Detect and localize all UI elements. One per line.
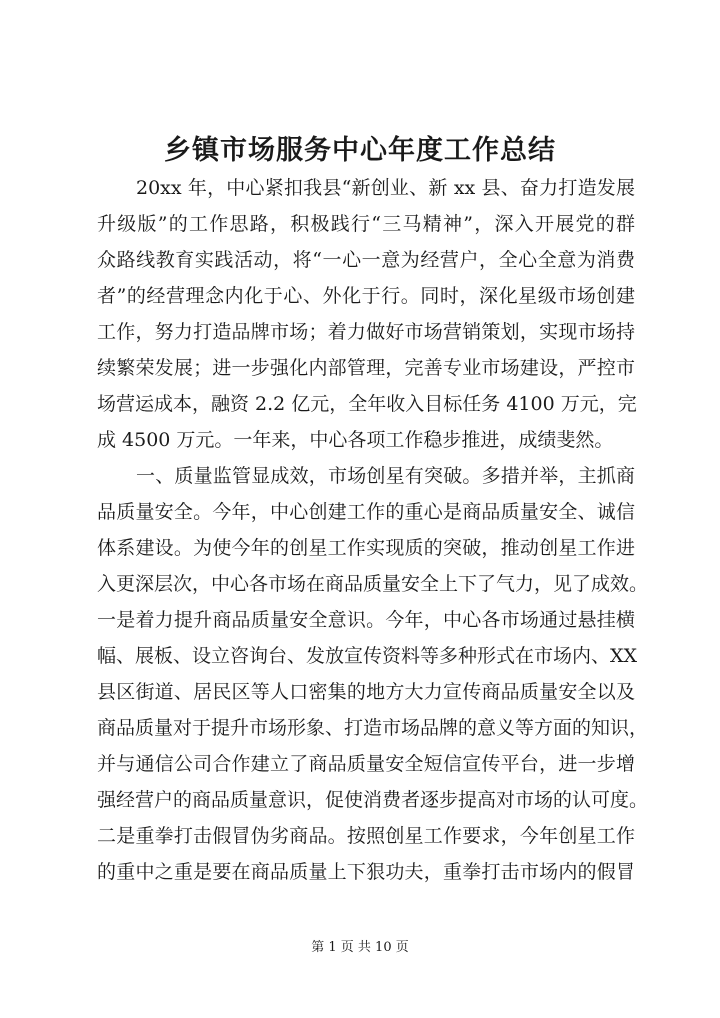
page-footer: 第 1 页 共 10 页 <box>311 940 409 955</box>
paragraph-line: 一是着力提升商品质量安全意识。今年，中心各市场通过悬挂横 <box>97 609 635 631</box>
paragraph-line: 众路线教育实践活动，将“一心一意为经营户，全心全意为消费 <box>97 249 635 271</box>
paragraph-line: 幅、展板、设立咨询台、发放宣传资料等多种形式在市场内、XX <box>97 645 638 667</box>
paragraph-line: 续繁荣发展；进一步强化内部管理，完善专业市场建设，严控市 <box>97 357 635 379</box>
paragraph-line: 一、质量监管显成效，市场创星有突破。多措并举，主抓商 <box>136 465 635 487</box>
paragraph-line: 体系建设。为使今年的创星工作实现质的突破，推动创星工作进 <box>97 537 635 559</box>
paragraph-line: 并与通信公司合作建立了商品质量安全短信宣传平台，进一步增 <box>97 753 635 775</box>
paragraph-line: 成 4500 万元。一年来，中心各项工作稳步推进，成绩斐然。 <box>97 429 614 451</box>
paragraph-line: 二是重拳打击假冒伪劣商品。按照创星工作要求，今年创星工作 <box>97 825 635 847</box>
paragraph-line: 的重中之重是要在商品质量上下狠功夫，重拳打击市场内的假冒 <box>97 861 635 883</box>
paragraph-line: 商品质量对于提升市场形象、打造市场品牌的意义等方面的知识， <box>97 717 649 739</box>
paragraph-line: 县区街道、居民区等人口密集的地方大力宣传商品质量安全以及 <box>97 681 635 703</box>
paragraph-line: 升级版”的工作思路，积极践行“三马精神”，深入开展党的群 <box>97 213 635 235</box>
paragraph-line: 20xx 年，中心紧扣我县“新创业、新 xx 县、奋力打造发展 <box>136 177 635 199</box>
document-body <box>97 170 649 890</box>
paragraph-line: 者”的经营理念内化于心、外化于行。同时，深化星级市场创建 <box>97 285 635 307</box>
paragraph-line: 场营运成本，融资 2.2 亿元，全年收入目标任务 4100 万元，完 <box>97 393 637 415</box>
paragraph-line: 强经营户的商品质量意识，促使消费者逐步提高对市场的认可度。 <box>97 789 649 811</box>
paragraph-line: 工作，努力打造品牌市场；着力做好市场营销策划，实现市场持 <box>97 321 635 343</box>
paragraph-line: 入更深层次，中心各市场在商品质量安全上下了气力，见了成效。 <box>97 573 649 595</box>
paragraph-line: 品质量安全。今年，中心创建工作的重心是商品质量安全、诚信 <box>97 501 635 523</box>
document-title: 乡镇市场服务中心年度工作总结 <box>164 135 556 166</box>
